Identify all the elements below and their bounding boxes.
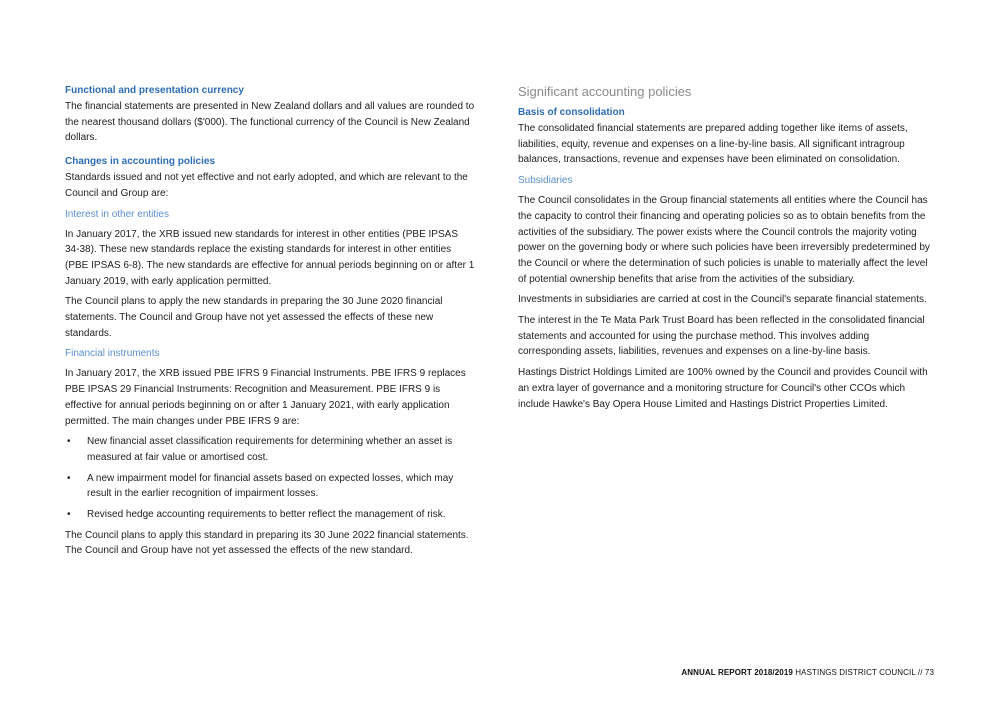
- changes-in-policies-text: Standards issued and not yet effective and not early adopted, and which are relevant to the Council and Group are:: [65, 172, 468, 199]
- page-number: 73: [924, 668, 934, 677]
- list-item: [65, 507, 475, 523]
- interest-in-other-entities-heading: Interest in other entities: [65, 208, 169, 220]
- report-label: ANNUAL REPORT 2018/2019: [681, 668, 793, 677]
- council-label: HASTINGS DISTRICT COUNCIL: [795, 668, 916, 677]
- left-column: [65, 83, 475, 564]
- bullet-text: New financial asset classification requirements for determining whether an asset is measured at fair value or amortised cost.: [87, 436, 453, 463]
- right-column: [518, 83, 932, 417]
- interest-text-2: The Council plans to apply the new standards in preparing the 30 June 2020 financial statements. The Council and Group have not yet assessed the effects of these new standards.: [65, 296, 443, 339]
- functional-currency-text: The financial statements are presented in New Zealand dollars and all values are rounded to the nearest thousand dollars ($'000). The functional currency of the Council is New Zealand dollars.: [65, 101, 475, 144]
- subsidiaries-text-1: The Council consolidates in the Group financial statements all entities where the Council has the capacity to control their financing and operating policies so as to obtain benefits from the activities of the subsidiary. The power exists where the Council controls the majority voting power on the governing body or where such policies have been irreversibly predetermined by the Council or where the determination of such policies is unable to materially affect the level of potential ownership benefits that arise from the activities of the subsidiary.: [518, 195, 930, 285]
- financial-text-1: In January 2017, the XRB issued PBE IFRS 9 Financial Instruments. PBE IFRS 9 replaces PBE IPSAS 29 Financial Instruments: Recognition and Measurement. PBE IFRS 9 is effective for annual periods beginning on or after 1 January 2021, with early application permitted. The main changes under PBE IFRS 9 are:: [65, 368, 466, 427]
- basis-of-consolidation-heading: Basis of consolidation: [518, 107, 625, 118]
- section-title: Significant accounting policies: [518, 84, 692, 99]
- interest-text-1: In January 2017, the XRB issued new standards for interest in other entities (PBE IPSAS 34-38). These new standards replace the existing standards for interest in other entities (PBE IPSAS 6-8). The new standards are effective for annual periods beginning on or after 1 January 2019, with early application permitted.: [65, 228, 475, 287]
- changes-bullet-list: [65, 434, 475, 523]
- bullet-icon: •: [67, 509, 71, 521]
- basis-of-consolidation-text: The consolidated financial statements are prepared adding together like items of assets, liabilities, equity, revenue and expenses on a line-by-line basis. All significant intragroup balances, transactions, revenue and expenses have been eliminated on consolidation.: [518, 123, 908, 166]
- footer-separator: //: [917, 668, 923, 677]
- list-item: [65, 471, 475, 502]
- functional-currency-heading: Functional and presentation currency: [65, 85, 244, 96]
- bullet-icon: •: [67, 436, 71, 448]
- subsidiaries-text-3: The interest in the Te Mata Park Trust Board has been reflected in the consolidated financial statements and accounted for using the purchase method. This involves adding corresponding assets, liabilities, revenues and expenses on a line-by-line basis.: [518, 315, 925, 358]
- page-footer: [681, 668, 934, 677]
- subsidiaries-text-4: Hastings District Holdings Limited are 100% owned by the Council and provides Council with an extra layer of governance and a monitoring structure for Council's other CCOs which include Hawke's Bay Opera House Limited and Hastings District Properties Limited.: [518, 367, 928, 410]
- subsidiaries-heading: Subsidiaries: [518, 175, 573, 187]
- bullet-text: A new impairment model for financial assets based on expected losses, which may result in the earlier recognition of impairment losses.: [87, 472, 454, 500]
- financial-text-2: The Council plans to apply this standard in preparing its 30 June 2022 financial statements. The Council and Group have not yet assessed the effects of the new standard.: [65, 529, 469, 557]
- changes-in-policies-heading: Changes in accounting policies: [65, 156, 216, 168]
- bullet-text: Revised hedge accounting requirements to better reflect the management of risk.: [87, 509, 446, 521]
- list-item: [65, 434, 475, 465]
- bullet-icon: •: [67, 472, 71, 484]
- subsidiaries-text-2: Investments in subsidiaries are carried at cost in the Council's separate financial statements.: [518, 294, 927, 306]
- financial-instruments-heading: Financial instruments: [65, 348, 160, 360]
